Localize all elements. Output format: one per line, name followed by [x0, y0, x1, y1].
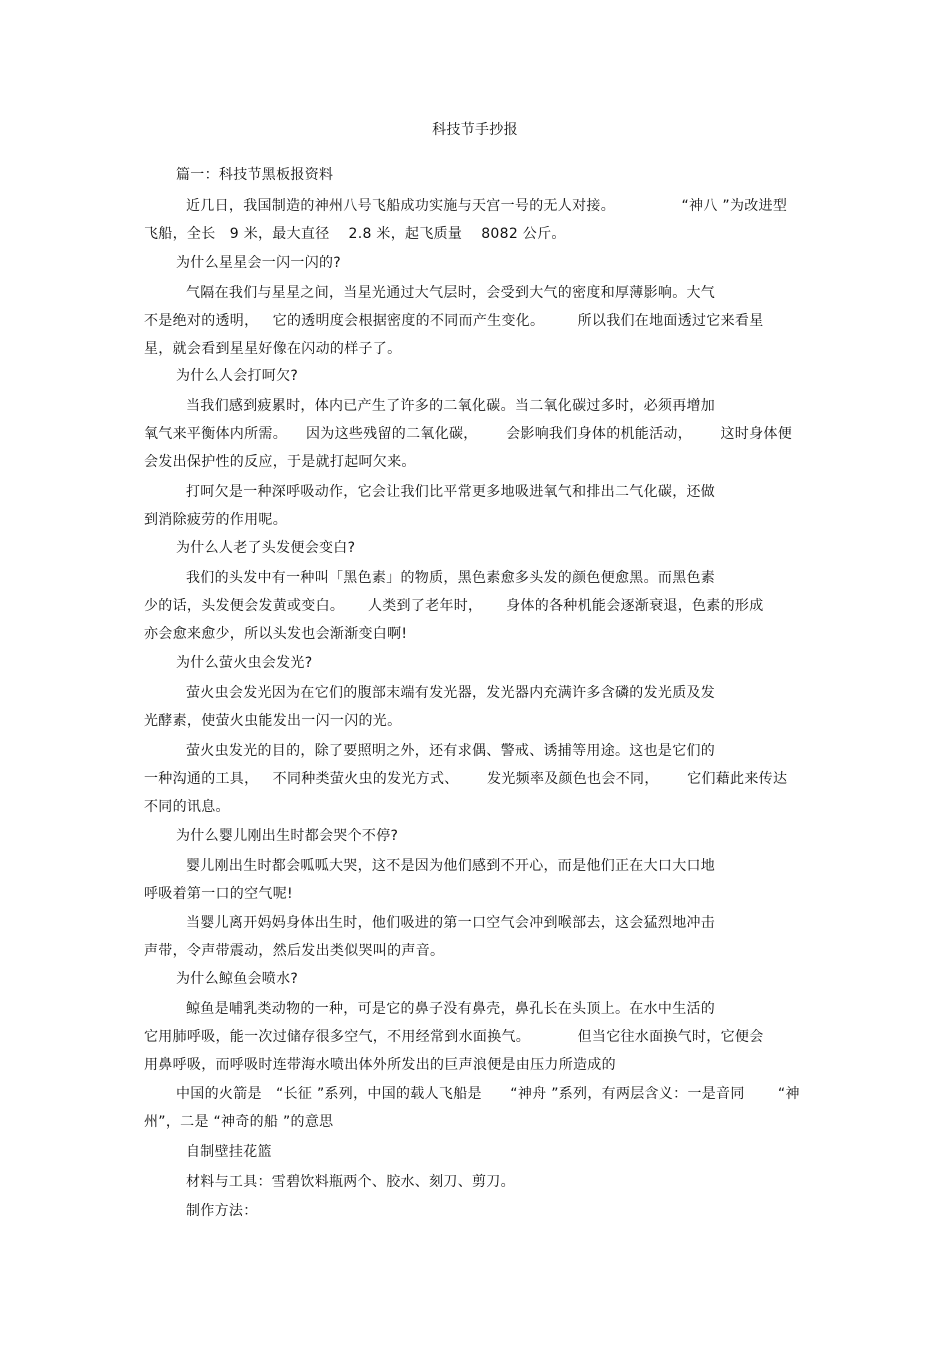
paragraph-line: 声带，令声带震动，然后发出类似哭叫的声音。 — [144, 943, 445, 959]
paragraph-line: 亦会愈来愈少，所以头发也会渐渐变白啊! — [144, 626, 408, 642]
question-heading: 为什么鲸鱼会喷水? — [176, 971, 299, 987]
paragraph-line: 星，就会看到星星好像在闪动的样子了。 — [144, 341, 402, 357]
paragraph-line: 不同的讯息。 — [144, 799, 230, 815]
paragraph-line: 用鼻呼吸，而呼吸时连带海水喷出体外所发出的巨声浪便是由压力所造成的 — [144, 1057, 616, 1073]
question-heading: 为什么人会打呵欠? — [176, 368, 299, 384]
paragraph-line: 氧气来平衡体内所需。 因为这些残留的二氧化碳， 会影响我们身体的机能活动， 这时身体便 — [144, 426, 792, 442]
question-heading: 为什么萤火虫会发光? — [176, 655, 313, 671]
question-heading: 为什么婴儿刚出生时都会哭个不停? — [176, 828, 399, 844]
paragraph-line: 萤火虫发光的目的，除了要照明之外，还有求偶、警戒、诱捕等用途。这也是它们的 — [186, 743, 716, 759]
question-heading: 为什么星星会一闪一闪的? — [176, 255, 342, 271]
paragraph-line: 萤火虫会发光因为在它们的腹部末端有发光器，发光器内充满许多含磷的发光质及发 — [186, 685, 716, 701]
paragraph-line: 呼吸着第一口的空气呢! — [144, 886, 293, 902]
paragraph-line: 不是绝对的透明， 它的透明度会根据密度的不同而产生变化。 所以我们在地面透过它来看星 — [144, 313, 764, 329]
paragraph-line: 中国的火箭是 “长征 ”系列，中国的载人飞船是 “神舟 ”系列，有两层含义：一是音同 “神 — [176, 1086, 800, 1102]
paragraph-line: 鲸鱼是哺乳类动物的一种，可是它的鼻子没有鼻壳，鼻孔长在头顶上。在水中生活的 — [186, 1001, 716, 1017]
page-title: 科技节手抄报 — [432, 122, 518, 138]
paragraph-line: 制作方法： — [186, 1203, 258, 1219]
paragraph-line: 打呵欠是一种深呼吸动作，它会让我们比平常更多地吸进氧气和排出二气化碳，还做 — [186, 484, 716, 500]
paragraph-line: 当我们感到疲累时，体内已产生了许多的二氧化碳。当二氧化碳过多时，必须再增加 — [186, 398, 716, 414]
paragraph-line: 少的话，头发便会发黄或变白。 人类到了老年时， 身体的各种机能会逐渐衰退，色素的形成 — [144, 598, 764, 614]
paragraph-line: 我们的头发中有一种叫「黑色素」的物质，黑色素愈多头发的颜色便愈黑。而黑色素 — [186, 570, 716, 586]
paragraph-line: 当婴儿离开妈妈身体出生时，他们吸进的第一口空气会冲到喉部去，这会猛烈地冲击 — [186, 915, 716, 931]
paragraph-line: 会发出保护性的反应，于是就打起呵欠来。 — [144, 454, 416, 470]
question-heading: 为什么人老了头发便会变白? — [176, 540, 356, 556]
section-heading: 自制壁挂花篮 — [186, 1144, 272, 1160]
paragraph-line: 飞船，全长 9 米，最大直径 2.8 米，起飞质量 8082 公斤。 — [144, 226, 566, 242]
section-heading: 篇一：科技节黑板报资料 — [176, 167, 334, 183]
paragraph-line: 近几日，我国制造的神州八号飞船成功实施与天宫一号的无人对接。 “神八 ”为改进型 — [186, 198, 788, 214]
paragraph-line: 气隔在我们与星星之间，当星光通过大气层时，会受到大气的密度和厚薄影响。大气 — [186, 285, 716, 301]
paragraph-line: 一种沟通的工具， 不同种类萤火虫的发光方式、 发光频率及颜色也会不同， 它们藉此来传达 — [144, 771, 788, 787]
paragraph-line: 到消除疲劳的作用呢。 — [144, 512, 287, 528]
paragraph-line: 光酵素，使萤火虫能发出一闪一闪的光。 — [144, 713, 402, 729]
paragraph-line: 婴儿刚出生时都会呱呱大哭，这不是因为他们感到不开心，而是他们正在大口大口地 — [186, 858, 716, 874]
paragraph-line: 它用肺呼吸，能一次过储存很多空气，不用经常到水面换气。 但当它往水面换气时，它便会 — [144, 1029, 764, 1045]
paragraph-line: 材料与工具：雪碧饮料瓶两个、胶水、刻刀、剪刀。 — [186, 1174, 515, 1190]
paragraph-line: 州”，二是 “神奇的船 ”的意思 — [144, 1114, 334, 1130]
